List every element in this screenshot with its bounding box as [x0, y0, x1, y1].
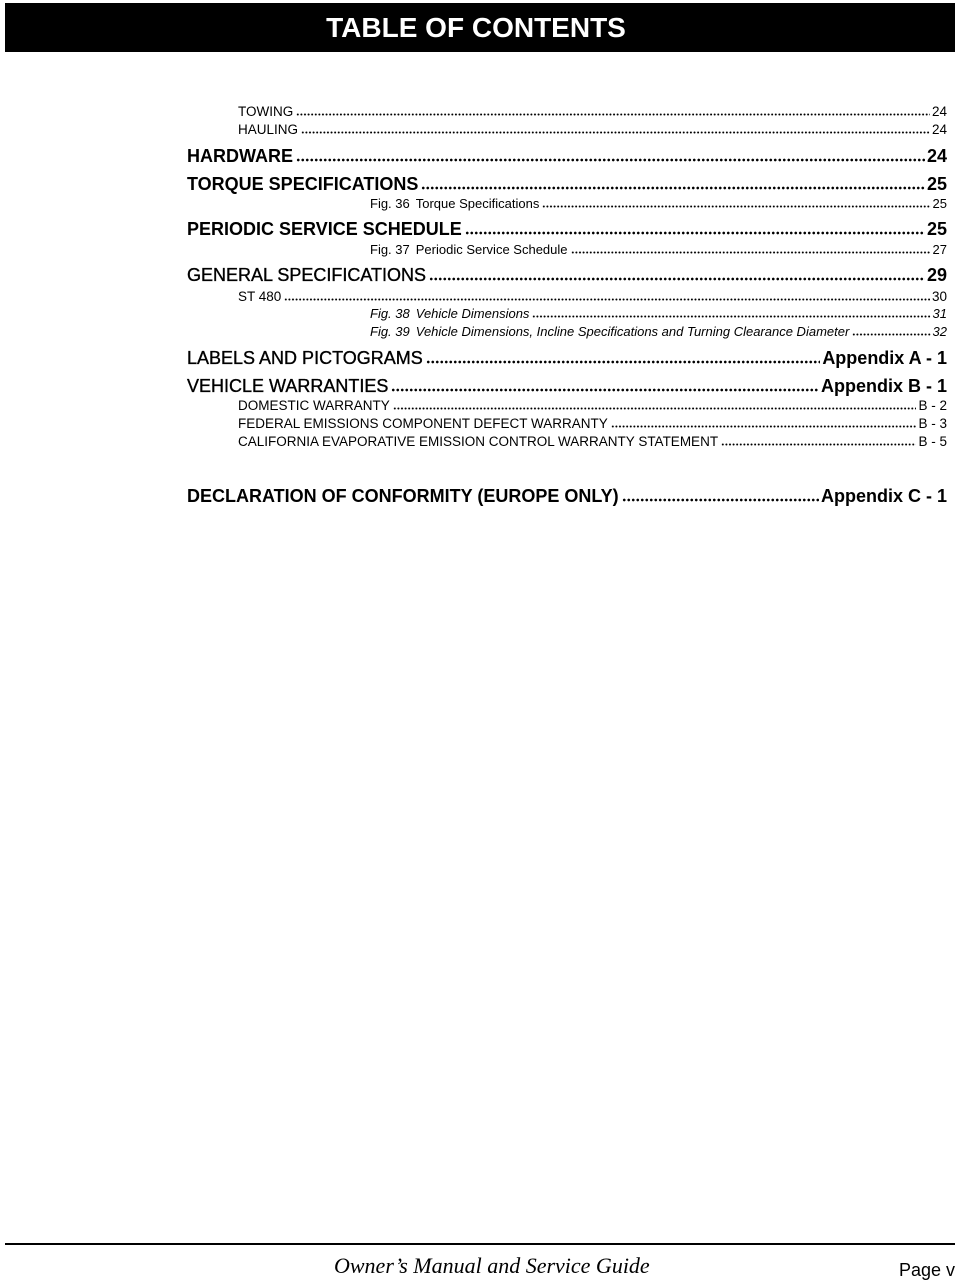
toc-entry-towing[interactable] [238, 104, 947, 120]
toc-entry-st-480[interactable] [238, 289, 947, 305]
dot-leader [532, 315, 930, 318]
toc-entry-hauling[interactable] [238, 122, 947, 138]
toc-figure-page: 32 [932, 324, 947, 339]
dot-leader [296, 158, 925, 162]
toc-section-title: LABELS AND PICTOGRAMS [187, 348, 423, 368]
toc-entry-title: ST 480 [238, 289, 282, 304]
toc-entry-california-evaporative-warranty[interactable] [238, 434, 947, 450]
toc-section-labels-and-pictograms[interactable] [187, 348, 947, 368]
dot-leader [421, 186, 925, 190]
figure-number: Fig. 36 [370, 196, 410, 211]
toc-figure-36[interactable] [370, 196, 947, 212]
figure-caption: Vehicle Dimensions, Incline Specifications and Turning Clearance Diameter [415, 324, 850, 339]
toc-section-title: VEHICLE WARRANTIES [187, 376, 389, 396]
toc-section-page: 29 [926, 265, 947, 285]
dot-leader [852, 333, 930, 336]
dot-leader [393, 407, 917, 410]
toc-entry-page: B - 2 [918, 398, 947, 413]
figure-caption: Vehicle Dimensions [415, 306, 530, 321]
toc-section-page: Appendix A - 1 [822, 348, 947, 368]
dot-leader [721, 443, 916, 446]
toc-section-page: 24 [926, 146, 947, 166]
figure-caption: Periodic Service Schedule [415, 242, 568, 257]
toc-section-general-specifications[interactable] [187, 265, 947, 285]
footer-divider [5, 1243, 955, 1245]
toc-entry-page: 24 [931, 104, 947, 119]
title-bar [5, 3, 955, 52]
figure-number: Fig. 37 [370, 242, 410, 257]
dot-leader [611, 425, 917, 428]
toc-entry-title: TOWING [238, 104, 294, 119]
toc-entry-page: B - 5 [918, 434, 947, 449]
toc-section-vehicle-warranties[interactable] [187, 376, 947, 396]
dot-leader [465, 231, 925, 235]
toc-section-title: GENERAL SPECIFICATIONS [187, 265, 427, 285]
dot-leader [301, 131, 930, 134]
dot-leader [391, 388, 819, 392]
footer-page-number: Page v [898, 1260, 955, 1280]
toc-section-torque-specifications[interactable] [187, 174, 947, 194]
toc-section-title: DECLARATION OF CONFORMITY (EUROPE ONLY) [187, 486, 619, 506]
dot-leader [542, 205, 930, 208]
figure-number: Fig. 39 [370, 324, 410, 339]
toc-section-periodic-service-schedule[interactable] [187, 219, 947, 239]
toc-section-title: PERIODIC SERVICE SCHEDULE [187, 219, 462, 239]
figure-caption: Torque Specifications [415, 196, 540, 211]
dot-leader [426, 360, 821, 364]
dot-leader [284, 298, 930, 301]
dot-leader [429, 277, 925, 281]
footer-manual-title: Owner’s Manual and Service Guide [334, 1253, 650, 1278]
toc-figure-page: 25 [932, 196, 947, 211]
dot-leader [296, 113, 930, 116]
dot-leader [571, 251, 931, 254]
toc-section-page: Appendix B - 1 [820, 376, 947, 396]
toc-section-hardware[interactable] [187, 146, 947, 166]
page-title: TABLE OF CONTENTS [326, 12, 626, 43]
toc-figure-page: 31 [932, 306, 947, 321]
toc-entry-page: 30 [931, 289, 947, 304]
figure-number: Fig. 38 [370, 306, 410, 321]
toc-figure-page: 27 [932, 242, 947, 257]
toc-entry-domestic-warranty[interactable] [238, 398, 947, 414]
toc-entry-title: DOMESTIC WARRANTY [238, 398, 390, 413]
toc-figure-38[interactable] [370, 306, 947, 322]
toc-entry-title: HAULING [238, 122, 299, 137]
dot-leader [622, 498, 819, 502]
toc-entry-title: FEDERAL EMISSIONS COMPONENT DEFECT WARRANTY [238, 416, 608, 431]
toc-section-page: Appendix C - 1 [820, 486, 947, 506]
toc-entry-federal-emissions-warranty[interactable] [238, 416, 947, 432]
toc-section-declaration-of-conformity[interactable] [187, 486, 947, 506]
toc-section-page: 25 [926, 219, 947, 239]
toc-section-title: HARDWARE [187, 146, 293, 166]
toc-section-page: 25 [926, 174, 947, 194]
toc-entry-title: CALIFORNIA EVAPORATIVE EMISSION CONTROL WARRANTY STATEMENT [238, 434, 719, 449]
toc-figure-39[interactable] [370, 324, 947, 340]
toc-entry-page: B - 3 [918, 416, 947, 431]
toc-figure-37[interactable] [370, 242, 947, 258]
toc-entry-page: 24 [931, 122, 947, 137]
toc-section-title: TORQUE SPECIFICATIONS [187, 174, 419, 194]
